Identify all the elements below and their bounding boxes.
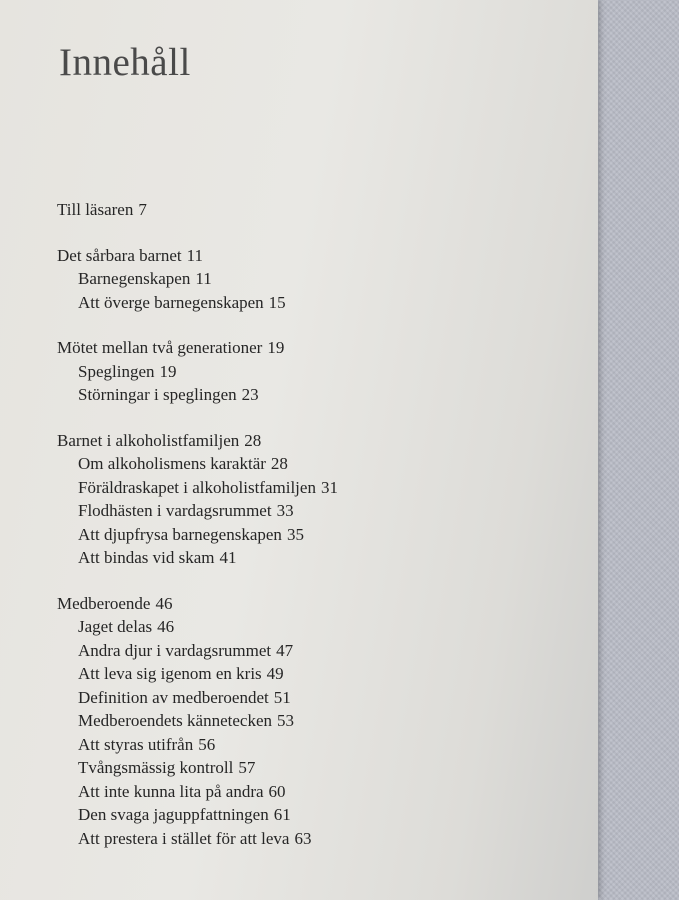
chapter-title: Medberoende: [57, 593, 151, 613]
toc-subentry: [57, 452, 577, 476]
toc-section: [57, 244, 577, 315]
toc-subentry: [57, 291, 577, 315]
toc-subentry: [57, 709, 577, 733]
page-number: 56: [198, 734, 216, 754]
page-number: 57: [238, 758, 256, 777]
subentry-title: Den svaga jaguppfattningen: [78, 805, 269, 824]
subentry-title: Speglingen: [78, 361, 155, 381]
page-number: 15: [268, 292, 286, 312]
page-number: 19: [159, 361, 177, 381]
toc-subentry: [57, 267, 577, 291]
fabric-background: [598, 0, 679, 900]
page-number: 23: [241, 385, 259, 404]
toc-subentry: [57, 476, 577, 500]
subentry-title: Att styras utifrån: [78, 734, 194, 754]
toc-subentry: [57, 383, 577, 407]
page-number: 33: [276, 501, 294, 520]
subentry-title: Andra djur i vardagsrummet: [78, 640, 272, 660]
chapter-title: Till läsaren: [57, 200, 134, 219]
subentry-title: Jaget delas: [78, 617, 153, 636]
page-number: 31: [320, 477, 338, 497]
page-number: 60: [268, 781, 286, 801]
toc-section: [57, 429, 577, 570]
subentry-title: Att prestera i stället för att leva: [78, 828, 290, 848]
toc-chapter: [57, 198, 577, 222]
subentry-title: Att bindas vid skam: [78, 548, 215, 567]
page-number: 51: [273, 687, 291, 707]
page-number: 63: [294, 828, 312, 848]
subentry-title: Att inte kunna lita på andra: [78, 781, 264, 801]
toc-subentry: [57, 827, 577, 851]
chapter-title: Det sårbara barnet: [57, 245, 182, 265]
page-number: 7: [138, 200, 147, 219]
toc-chapter: [57, 336, 577, 360]
page-number: 47: [276, 640, 294, 660]
chapter-title: Barnet i alkoholistfamiljen: [57, 430, 240, 450]
toc-subentry: [57, 733, 577, 757]
toc-subentry: [57, 686, 577, 710]
table-of-contents: [57, 198, 577, 872]
page-number: 46: [155, 593, 173, 613]
subentry-title: Att djupfrysa barnegenskapen: [78, 524, 282, 544]
page-number: 53: [277, 711, 294, 730]
toc-subentry: [57, 756, 577, 780]
subentry-title: Att överge barnegenskapen: [78, 292, 264, 312]
toc-subentry: [57, 639, 577, 663]
page-number: 35: [286, 524, 304, 544]
subentry-title: Tvångsmässig kontroll: [78, 758, 234, 777]
subentry-title: Om alkoholismens karaktär: [78, 454, 266, 473]
subentry-title: Föräldraskapet i alkoholistfamiljen: [78, 477, 316, 497]
page-number: 49: [266, 664, 284, 683]
toc-subentry: [57, 803, 577, 827]
toc-section: [57, 592, 577, 851]
toc-subentry: [57, 360, 577, 384]
page-number: 28: [244, 430, 262, 450]
subentry-title: Medberoendets kännetecken: [78, 711, 272, 730]
toc-subentry: [57, 546, 577, 570]
subentry-title: Definition av medberoendet: [78, 687, 269, 707]
toc-subentry: [57, 662, 577, 686]
page-number: 19: [267, 338, 285, 357]
toc-section: [57, 198, 577, 222]
subentry-title: Störningar i speglingen: [78, 385, 237, 404]
toc-chapter: [57, 244, 577, 268]
page-number: 61: [273, 805, 291, 824]
page-number: 11: [186, 245, 203, 265]
page-number: 28: [270, 454, 288, 473]
toc-subentry: [57, 523, 577, 547]
toc-chapter: [57, 429, 577, 453]
page-number: 11: [195, 269, 212, 288]
chapter-title: Mötet mellan två generationer: [57, 338, 263, 357]
toc-subentry: [57, 615, 577, 639]
page-title: Innehåll: [59, 41, 191, 84]
subentry-title: Barnegenskapen: [78, 269, 191, 288]
page-number: 46: [157, 617, 175, 636]
subentry-title: Flodhästen i vardagsrummet: [78, 501, 272, 520]
page-number: 41: [219, 548, 237, 567]
toc-subentry: [57, 780, 577, 804]
toc-subentry: [57, 499, 577, 523]
subentry-title: Att leva sig igenom en kris: [78, 664, 262, 683]
toc-section: [57, 336, 577, 407]
toc-chapter: [57, 592, 577, 616]
